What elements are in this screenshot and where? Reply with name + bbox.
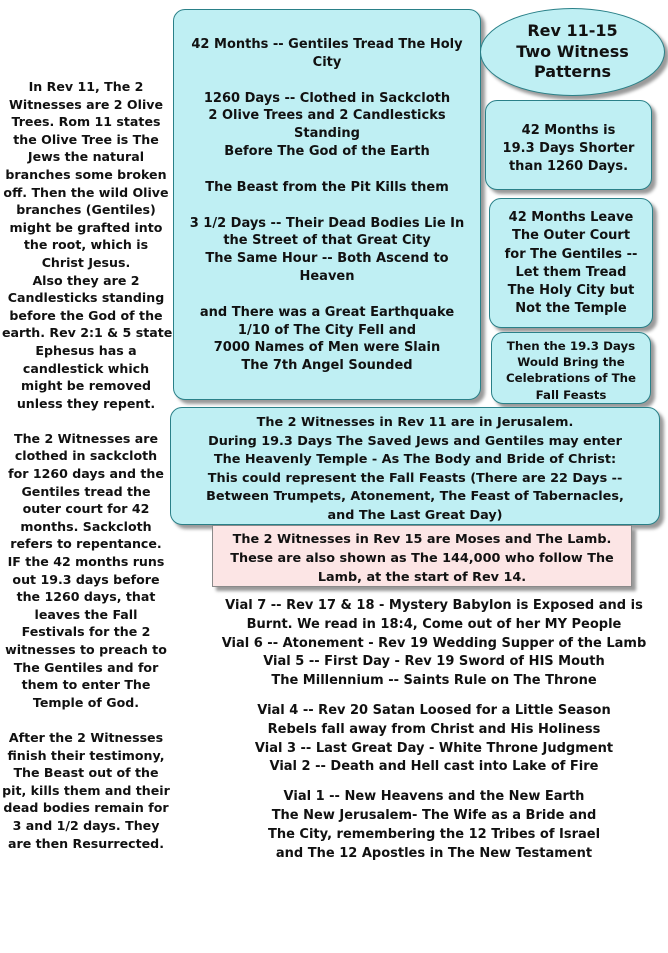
text-line: In Rev 11, The 2 (28, 79, 144, 94)
text-line: Heaven (299, 268, 355, 284)
text-line: This could represent the Fall Feasts (There are 22 Days -- (207, 470, 623, 486)
text-line (2, 412, 170, 430)
title-line-3: Patterns (533, 62, 612, 81)
text-line: Fall Feasts (535, 387, 607, 402)
text-line: the Olive Tree is The (13, 131, 159, 147)
text-line: might be grafted into (9, 219, 163, 235)
text-line: than 1260 Days. (508, 159, 629, 174)
box-moses-lamb (212, 525, 632, 587)
text-line (2, 711, 170, 729)
text-line: Christ Jesus. (41, 254, 131, 270)
text-line: The Gentiles and for (13, 659, 159, 675)
text-line: Festivals for the 2 (21, 624, 151, 640)
text-line: Rebels fall away from Christ and His Holiness (267, 721, 601, 737)
text-line: The Millennium -- Saints Rule on The Throne (271, 673, 597, 689)
text-line: Vial 1 -- New Heavens and the New Earth (283, 789, 585, 805)
text-line: Between Trumpets, Atonement, The Feast of Tabernacles, (206, 489, 624, 504)
text-line: Witnesses are 2 Olive (8, 96, 164, 112)
text-line: for The Gentiles -- (504, 246, 638, 262)
text-line: Jews the natural (27, 149, 145, 165)
text-line: Not the Temple (515, 301, 627, 317)
text-line: Vial 3 -- Last Great Day - White Throne Judgment (254, 740, 614, 756)
title-line-1: Rev 11-15 (527, 21, 618, 40)
text-line: unless they repent. (16, 395, 156, 411)
text-line: 42 Months -- Gentiles Tread The Holy (191, 37, 463, 52)
text-line: The Holy City but (507, 283, 635, 299)
vials-group-1 (200, 597, 668, 691)
text-line: Would Bring the (517, 355, 625, 370)
text-line: The 7th Angel Sounded (241, 358, 413, 374)
text-line: might be removed (20, 378, 152, 394)
text-line: The 2 Witnesses in Rev 11 are in Jerusalem. (256, 415, 574, 430)
text-line: Also they are 2 (32, 272, 140, 288)
main-p5 (174, 304, 480, 375)
box-jerusalem (170, 407, 660, 525)
text-line: the Street of that Great City (223, 233, 431, 249)
title-ellipse (480, 8, 665, 96)
text-line: refers to repentance. (10, 536, 162, 552)
vials-group-3 (200, 788, 668, 863)
text-line: Vial 5 -- First Day - Rev 19 Sword of HIS Mouth (263, 654, 605, 670)
text-line: Celebrations of The (505, 371, 637, 386)
text-line: earth. Rev 2:1 & 5 state (2, 325, 173, 341)
main-p4 (174, 215, 480, 286)
text-line: The Beast from the Pit Kills them (205, 179, 449, 195)
text-line: Candlesticks standing (7, 290, 165, 306)
text-line: clothed in sackcloth (14, 448, 158, 464)
text-line: candlestick which (22, 360, 150, 376)
text-line: 3 and 1/2 days. They (12, 817, 160, 833)
text-line: 1260 Days -- Clothed in Sackcloth (203, 90, 451, 106)
vials-list (200, 597, 668, 863)
text-line: 2 Olive Trees and 2 Candlesticks (208, 108, 446, 124)
text-line: The New Jerusalem- The Wife as a Bride and (271, 807, 597, 823)
text-line: The Heavenly Temple - As The Body and Bride of Christ: (213, 452, 617, 467)
text-line: Ephesus has a (35, 342, 137, 358)
text-line: dead bodies remain for (3, 800, 169, 816)
text-line: Let them Tread (515, 264, 627, 280)
text-line: 19.3 Days Shorter (502, 141, 635, 156)
main-p2 (174, 90, 480, 161)
text-line: Burnt. We read in 18:4, Come out of her MY People (246, 616, 622, 632)
text-line: pit, kills them and their (2, 782, 170, 798)
title-line-2: Two Witness (516, 41, 629, 61)
text-line: before the God of the (9, 307, 163, 323)
text-line: Before The God of the Earth (224, 143, 430, 159)
text-line: off. Then the wild Olive (3, 184, 169, 200)
text-line: During 19.3 Days The Saved Jews and Gentiles may enter (208, 433, 622, 449)
text-line: and The Last Great Day) (327, 507, 503, 523)
text-line: months. Sackcloth (20, 518, 152, 534)
text-line: Gentiles tread the (21, 483, 151, 499)
text-line: Lamb, at the start of Rev 14. (317, 570, 527, 585)
text-line: outer court for 42 (22, 501, 150, 517)
text-line: 3 1/2 Days -- Their Dead Bodies Lie In (189, 215, 465, 231)
text-line: for 1260 days and the (8, 466, 164, 482)
text-line: The 2 Witnesses in Rev 15 are Moses and The Lamb. (232, 532, 612, 547)
text-line: the 1260 days, that (16, 589, 156, 605)
text-line: witnesses to preach to (5, 642, 167, 657)
box-fall-feasts (491, 332, 651, 404)
text-line: the root, which is (23, 237, 149, 253)
text-line: After the 2 Witnesses (8, 729, 164, 745)
text-line: City (312, 54, 342, 70)
text-line: Standing (294, 126, 360, 142)
text-line: and The 12 Apostles in The New Testament (275, 845, 593, 861)
main-timeline-box (173, 9, 481, 400)
text-line: 7000 Names of Men were Slain (213, 340, 441, 356)
text-line: finish their testimony, (7, 747, 165, 763)
text-line: are then Resurrected. (7, 835, 164, 851)
text-line: Vial 4 -- Rev 20 Satan Loosed for a Little Season (257, 702, 611, 718)
box-42-months (485, 100, 652, 190)
left-commentary (2, 78, 173, 852)
text-line: The City, remembering the 12 Tribes of Israel (267, 826, 601, 842)
text-line: The Outer Court (511, 228, 631, 244)
text-line: leaves the Fall (34, 606, 138, 622)
text-line: and There was a Great Earthquake (199, 304, 455, 320)
text-line: branches (Gentiles) (16, 202, 156, 218)
main-p3 (174, 179, 480, 197)
text-line: Vial 7 -- Rev 17 & 18 - Mystery Babylon is Exposed and is (225, 598, 643, 613)
text-line: 1/10 of The City Fell and (237, 322, 417, 338)
text-line: Trees. Rom 11 states (11, 114, 161, 130)
text-line: Temple of God. (32, 694, 140, 710)
text-line: The 2 Witnesses are (13, 430, 159, 446)
text-line: Then the 19.3 Days (506, 339, 636, 353)
text-line: These are also shown as The 144,000 who follow The (230, 551, 614, 566)
text-line: Vial 2 -- Death and Hell cast into Lake of Fire (269, 759, 599, 775)
text-line: 42 Months Leave (508, 210, 634, 225)
text-line: The Beast out of the (13, 765, 159, 781)
text-line: out 19.3 days before (12, 571, 160, 587)
box-outer-court (489, 198, 653, 328)
text-line: IF the 42 months runs (7, 554, 165, 570)
text-line: 42 Months is (521, 123, 616, 138)
main-p1 (174, 36, 480, 72)
text-line: The Same Hour -- Both Ascend to (205, 251, 449, 267)
vials-group-2 (200, 702, 668, 777)
text-line: them to enter The (21, 677, 151, 693)
text-line: Vial 6 -- Atonement - Rev 19 Wedding Supper of the Lamb (221, 635, 647, 651)
text-line: branches some broken (5, 166, 167, 182)
